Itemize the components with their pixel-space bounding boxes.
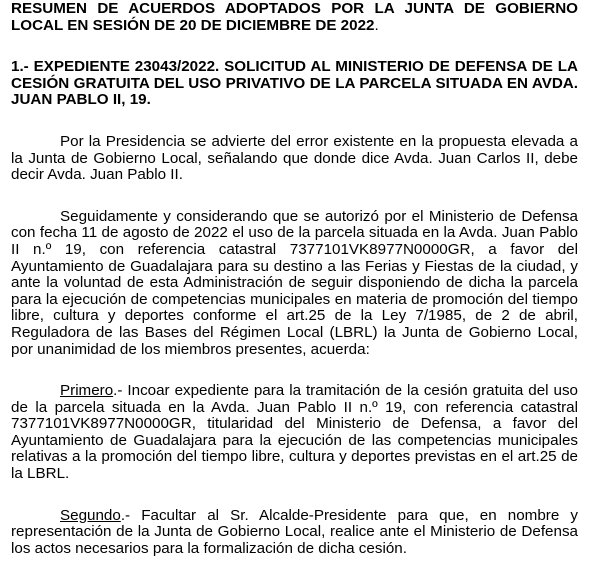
- document-title-text: RESUMEN DE ACUERDOS ADOPTADOS POR LA JUNTA DE GOBIERNO LOCAL EN SESIÓN DE 20 DE DICIEMBRE DE 2022: [11, 0, 578, 34]
- document-title: [11, 1, 578, 34]
- agreement-second-separator: .-: [120, 506, 142, 524]
- agreement-second-text: Facultar al Sr. Alcalde-Presidente para que, en nombre y representación de la Junta de Gobierno Local, realice ante el Ministerio de Defensa los actos necesarios para la formalización de dicha cesión.: [11, 506, 578, 557]
- agreement-first-separator: .-: [113, 382, 128, 400]
- agreement-second: [11, 508, 578, 558]
- paragraph-considerations: Seguidamente y considerando que se autorizó por el Ministerio de Defensa con fecha 11 de agosto de 2022 el uso de la parcela situada en la Avda. Juan Pablo II n.º 19, con referencia catastral 7377101VK8977N0000GR, a favor del Ayuntamiento de Guadalajara para su destino a las Ferias y Fiestas de la ciudad, y ante la voluntad de esta Administración de seguir disponiendo de dicha la parcela para la ejecución de competencias municipales en materia de promoción del tiempo libre, cultura y deportes conforme el art.25 de la Ley 7/1985, de 2 de abril, Reguladora de las Bases del Régimen Local (LBRL) la Junta de Gobierno Local, por unanimidad de los miembros presentes, acuerda:: [11, 207, 578, 358]
- item-heading: 1.- EXPEDIENTE 23043/2022. SOLICITUD AL MINISTERIO DE DEFENSA DE LA CESIÓN GRATUITA DEL USO PRIVATIVO DE LA PARCELA SITUADA EN AVDA. JUAN PABLO II, 19.: [11, 58, 578, 109]
- agreement-first-text: Incoar expediente para la tramitación de la cesión gratuita del uso de la parcela situada en la Avda. Juan Pablo II n.º 19, con referencia catastral 7377101VK8977N0000GR, titularidad del Ministerio de Defensa, a favor del Ayuntamiento de Guadalajara para la ejecución de las competencias municipales relativas a la promoción del tiempo libre, cultura y deportes previstas en el art.25 de la LBRL.: [11, 382, 578, 483]
- document-page: [11, 1, 578, 582]
- agreement-first: [11, 383, 578, 483]
- agreement-first-label: Primero: [60, 382, 114, 400]
- agreement-second-label: Segundo: [60, 506, 121, 524]
- document-title-period: .: [374, 16, 379, 34]
- paragraph-presidency-correction: Por la Presidencia se advierte del error existente en la propuesta elevada a la Junta de Gobierno Local, señalando que donde dice Avda. Juan Carlos II, debe decir Avda. Juan Pablo II.: [11, 132, 578, 184]
